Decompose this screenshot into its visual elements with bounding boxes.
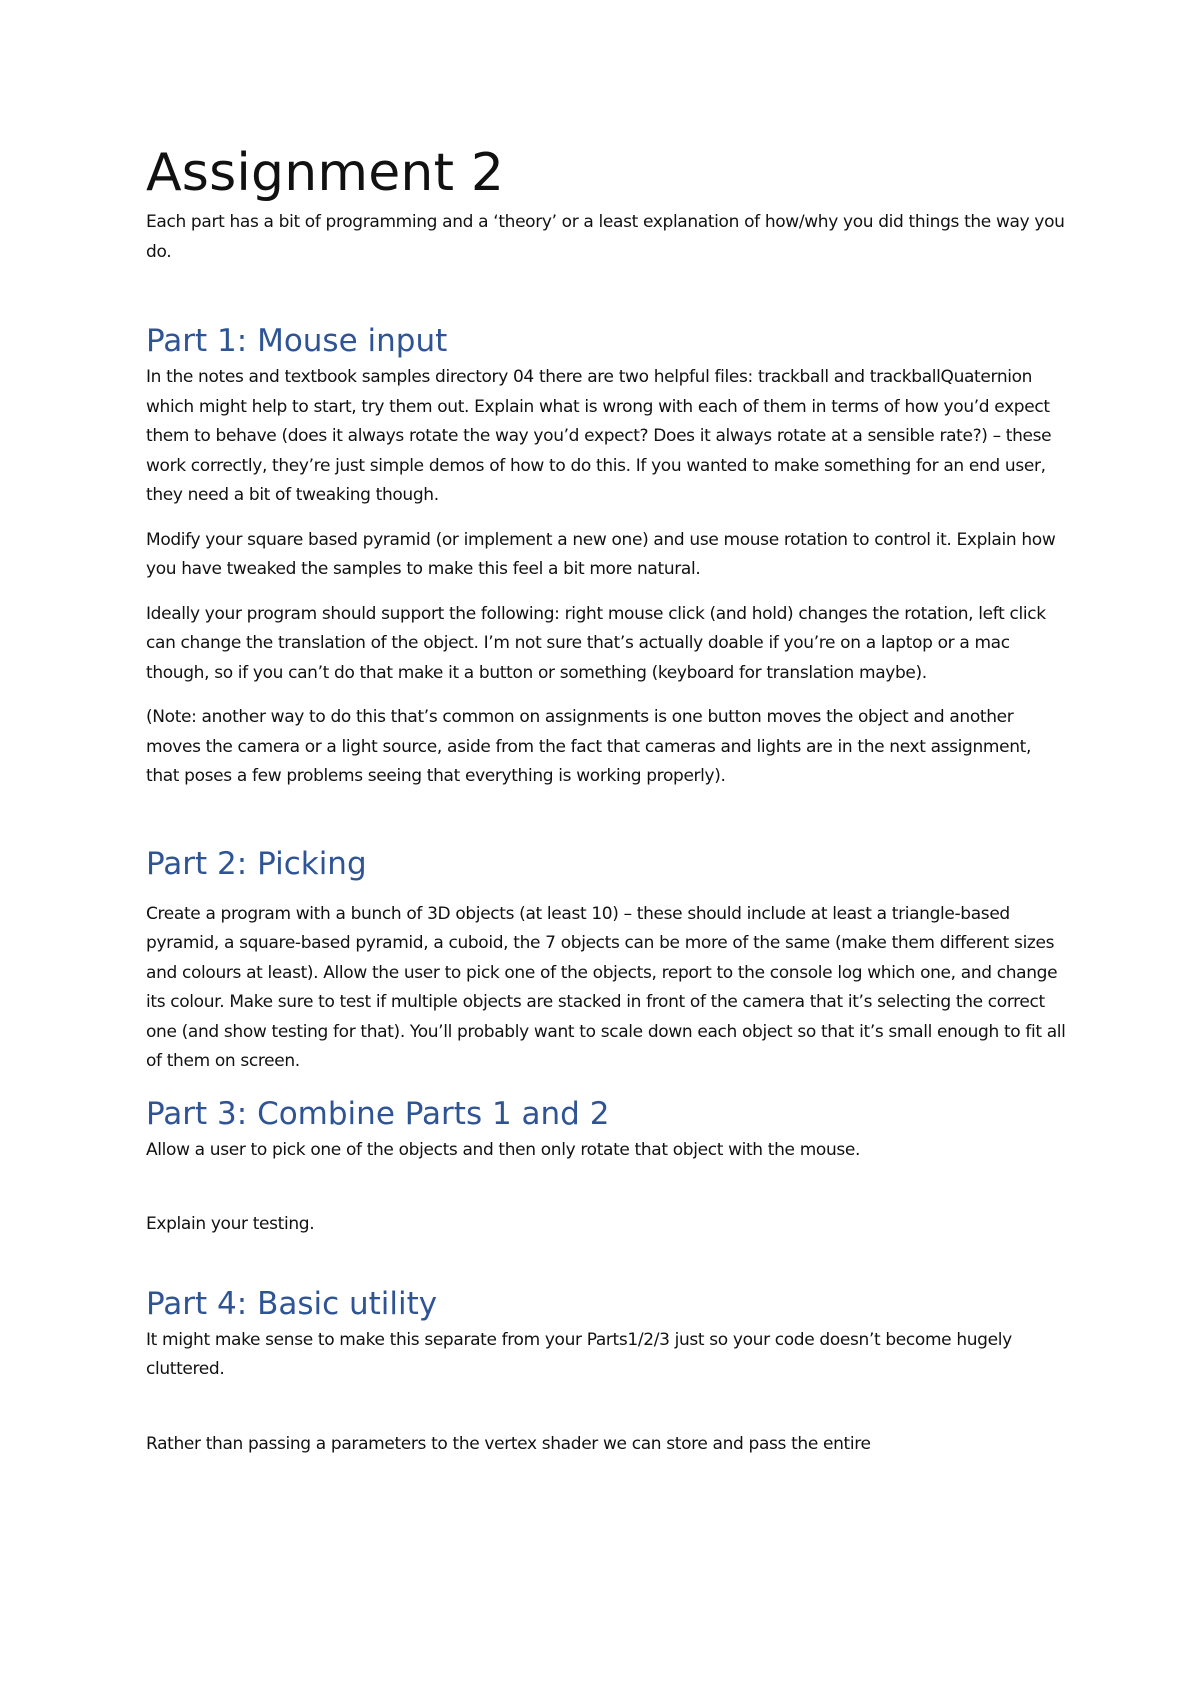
part3-paragraph-2: Explain your testing. — [146, 1214, 315, 1234]
part1-heading: Part 1: Mouse input — [146, 323, 448, 359]
intro-paragraph: Each part has a bit of programming and a ‘theory’ or a least explanation of how/why you did things the way you do. — [146, 212, 1065, 262]
document-title: Assignment 2 — [146, 143, 505, 203]
part4-paragraph-1: It might make sense to make this separate from your Parts1/2/3 just so your code doesn’t become hugely cluttered. — [146, 1329, 1012, 1379]
part1-paragraph-1: In the notes and textbook samples directory 04 there are two helpful files: trackball and trackballQuaternion which might help to start, try them out. Explain what is wrong with each of them in terms of how you’d expect them to behave (does it always rotate the way you’d expect? Does it always rotate at a sensible rate?) – these work correctly, they’re just simple demos of how to do this. If you wanted to make something for an end user, they need a bit of tweaking though. — [146, 367, 1052, 505]
part1-paragraph-4: (Note: another way to do this that’s common on assignments is one button moves the object and another moves the camera or a light source, aside from the fact that cameras and lights are in the next assignment, that poses a few problems seeing that everything is working properly). — [146, 707, 1032, 786]
part1-paragraph-3: Ideally your program should support the following: right mouse click (and hold) changes the rotation, left click can change the translation of the object. I’m not sure that’s actually doable if you’re on a laptop or a mac though, so if you can’t do that make it a button or something (keyboard for translation maybe). — [146, 603, 1046, 683]
part2-paragraph-1: Create a program with a bunch of 3D objects (at least 10) – these should include at least a triangle-based pyramid, a square-based pyramid, a cuboid, the 7 objects can be more of the same (make them different sizes and colours at least). Allow the user to pick one of the objects, report to the console log which one, and change its colour. Make sure to test if multiple objects are stacked in front of the camera that it’s selecting the correct one (and show testing for that). You’ll probably want to scale down each object so that it’s small enough to fit all of them on screen. — [146, 903, 1066, 1071]
part4-heading: Part 4: Basic utility — [146, 1285, 438, 1322]
part2-heading: Part 2: Picking — [146, 845, 367, 882]
part1-paragraph-2: Modify your square based pyramid (or implement a new one) and use mouse rotation to control it. Explain how you have tweaked the samples to make this feel a bit more natural. — [146, 529, 1056, 579]
part3-heading: Part 3: Combine Parts 1 and 2 — [146, 1095, 610, 1132]
part3-paragraph-1: Allow a user to pick one of the objects and then only rotate that object with the mouse. — [146, 1139, 861, 1160]
part4-paragraph-2: Rather than passing a parameters to the vertex shader we can store and pass the entire — [146, 1433, 871, 1454]
document-page — [146, 140, 1066, 1474]
